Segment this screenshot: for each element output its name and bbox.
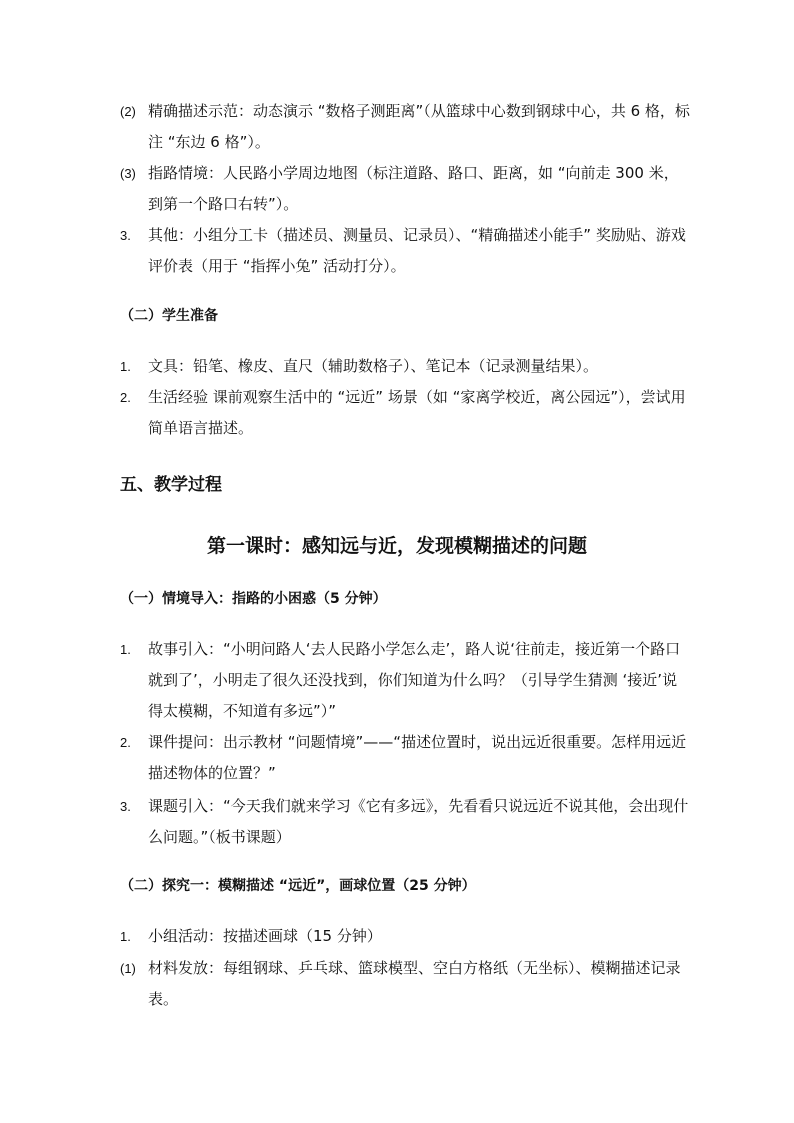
item-number: (1) [120,961,136,976]
item-number: 3. [120,228,131,243]
item-number: 1. [120,359,131,374]
list-item [120,727,690,789]
subsection-heading: （二）学生准备 [120,308,218,324]
item-text: 文具：铅笔、橡皮、直尺（辅助数格子）、笔记本（记录测量结果）。 [148,357,599,375]
item-text: 材料发放：每组钢球、乒乓球、篮球模型、空白方格纸（无坐标）、模糊描述记录表。 [148,959,681,1008]
list-item [120,921,690,952]
item-number: 3. [120,799,131,814]
item-number: (2) [120,104,136,119]
item-text: 课题引入：“今天我们就来学习《它有多远》，先看看只说远近不说其他，会出现什么问题。”（板书课题） [148,797,689,846]
item-number: 2. [120,735,131,750]
item-text: 精确描述示范：动态演示 “数格子测距离”（从篮球中心数到钢球中心，共 6 格，标注 “东边 6 格”）。 [148,102,690,151]
item-text: 指路情境：人民路小学周边地图（标注道路、路口、距离，如 “向前走 300 米，到第一个路口右转”）。 [148,164,679,213]
section-title: 五、教学过程 [120,475,222,495]
list-item [120,351,690,382]
item-text: 其他：小组分工卡（描述员、测量员、记录员）、“精确描述小能手” 奖励贴、游戏评价表（用于 “指挥小兔” 活动打分）。 [148,226,686,275]
list-item [120,634,690,727]
list-item [120,791,690,853]
item-text: 生活经验 课前观察生活中的 “远近” 场景（如 “家离学校近，离公园远”），尝试用简单语言描述。 [148,388,686,437]
subsection-heading: （二）探究一：模糊描述 “远近”，画球位置（25 分钟） [120,878,476,894]
list-item [120,96,690,158]
item-number: 1. [120,642,131,657]
list-item [120,382,690,444]
item-number: 2. [120,390,131,405]
subsection-heading: （一）情境导入：指路的小困惑（5 分钟） [120,591,387,607]
item-text: 小组活动：按描述画球（15 分钟） [148,927,382,945]
item-number: (3) [120,166,136,181]
item-text: 课件提问：出示教材 “问题情境”——“描述位置时，说出远近很重要。怎样用远近描述物体的位置？” [148,733,687,782]
list-item [120,220,690,282]
item-text: 故事引入：“小明问路人‘去人民路小学怎么走’，路人说‘往前走，接近第一个路口就到了’，小明走了很久还没找到，你们知道为什么吗？（引导学生猜测 ‘接近’说得太模糊，不知道有多远”）” [148,640,681,720]
item-number: 1. [120,929,131,944]
lesson-title: 第一课时：感知远与近，发现模糊描述的问题 [206,535,587,557]
list-item [120,953,690,1015]
list-item [120,158,690,220]
